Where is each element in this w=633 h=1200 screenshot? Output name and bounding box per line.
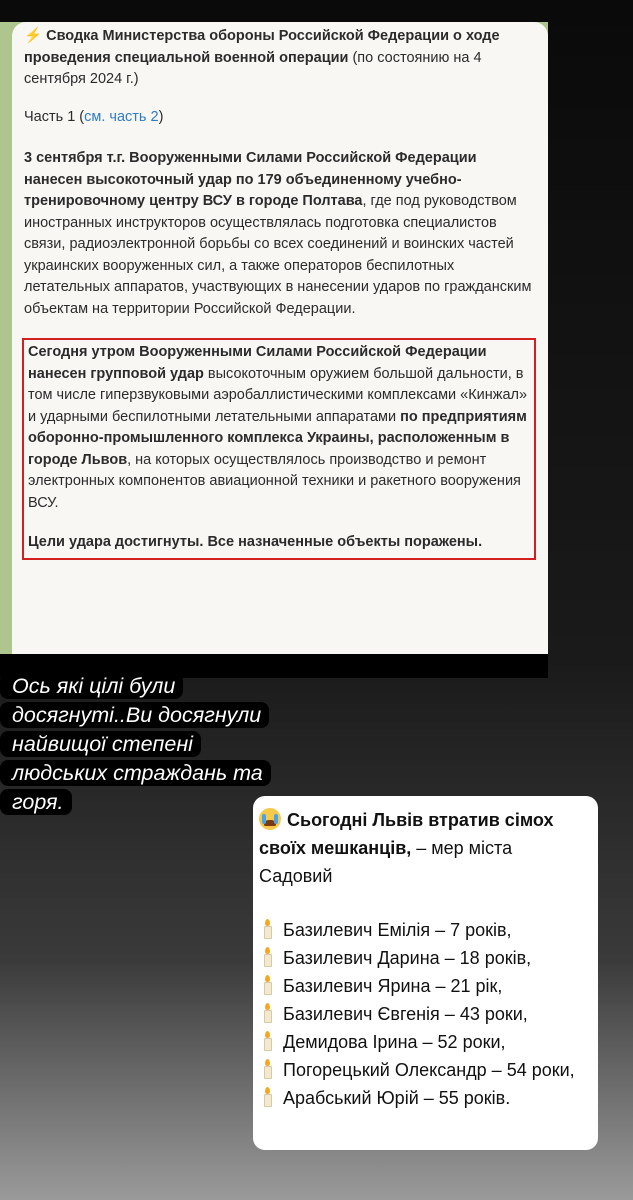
box-bold-2: по предприятиям оборонно-промышленного комплекса Украины, расположенным в городе Львов — [28, 408, 527, 468]
memorial-title — [259, 806, 590, 890]
crying-face-icon — [259, 808, 281, 830]
caption-line: людських страждань та — [0, 760, 271, 786]
part-label: Часть 1 ( — [24, 108, 85, 125]
header-bold: Сводка Министерства обороны Российской Федерации о ходе проведения специальной военной операции — [24, 28, 500, 66]
list-item — [259, 1084, 590, 1112]
p1-bold: 3 сентября т.г. Вооруженными Силами Российской Федерации нанесен высокоточный удар по 179 объединенному учебно-тренировочному центру ВСУ в городе Полтава — [24, 150, 477, 209]
caption-line: найвищої степені — [0, 731, 201, 757]
part-2-link[interactable]: см. часть 2 — [84, 108, 159, 125]
highlight-box — [22, 338, 536, 560]
screenshot-card — [0, 22, 548, 654]
list-item — [259, 972, 590, 1000]
candle-icon — [259, 975, 277, 995]
victim-name: Базилевич Дарина – 18 років, — [283, 948, 532, 968]
victims-list — [259, 916, 590, 1112]
paragraph-poltava — [24, 148, 534, 320]
message-header — [24, 26, 534, 91]
list-item — [259, 1028, 590, 1056]
candle-icon — [259, 1087, 277, 1107]
box-text-1: высокоточным оружием большой дальности, в том числе гиперзвуковыми аэробаллистическими комплексами «Кинжал» и ударными беспилотными летательными аппаратами — [28, 365, 528, 425]
lightning-icon: ⚡ — [24, 28, 43, 44]
box-text-2: , на которых осуществлялось производство и ремонт электронных компонентов авиационной техники и ракетного вооружения ВСУ. — [28, 451, 521, 511]
victim-name: Демидова Ірина – 52 роки, — [283, 1032, 506, 1052]
candle-icon — [259, 1031, 277, 1051]
victim-name: Погорецький Олександр – 54 роки, — [283, 1060, 575, 1080]
candle-icon — [259, 947, 277, 967]
paragraph-lviv — [28, 342, 530, 514]
list-item — [259, 1000, 590, 1028]
box-bold-1: Сегодня утром Вооруженными Силами Российской Федерации нанесен групповой удар — [28, 344, 487, 382]
header-rest: (по состоянию на 4 сентября 2024 г.) — [24, 49, 482, 87]
memorial-title-rest: – мер міста Садовий — [259, 838, 513, 886]
p1-rest: , где под руководством иностранных инструкторов осуществлялась подготовка специалистов связи, радиоэлектронной борьбы со всех соединений и воинских частей украинских вооруженных сил, а также операторов беспилотных летательных аппаратов, участвующих в нанесении ударов по гражданским объектам на территории Российской Федерации. — [24, 193, 532, 317]
victim-name: Базилевич Ярина – 21 рік, — [283, 976, 503, 996]
candle-icon — [259, 919, 277, 939]
list-item — [259, 916, 590, 944]
list-item — [259, 944, 590, 972]
candle-icon — [259, 1059, 277, 1079]
caption-line: досягнуті..Ви досягнули — [0, 702, 269, 728]
telegram-message — [12, 22, 548, 670]
list-item — [259, 1056, 590, 1084]
part-line — [24, 107, 534, 129]
candle-icon — [259, 1003, 277, 1023]
memorial-title-bold: Сьогодні Львів втратив сімох своїх мешканців, — [259, 810, 554, 858]
caption-line: горя. — [0, 789, 72, 815]
victim-name: Арабський Юрій – 55 років. — [283, 1088, 511, 1108]
victim-name: Базилевич Емілія – 7 років, — [283, 920, 512, 940]
victim-name: Базилевич Євгенія – 43 роки, — [283, 1004, 528, 1024]
part-close: ) — [158, 108, 164, 125]
memorial-card — [253, 796, 598, 1150]
goal-statement: Цели удара достигнуты. Все назначенные объекты поражены. — [28, 534, 483, 550]
caption-line: Ось які цілі були — [0, 673, 183, 699]
